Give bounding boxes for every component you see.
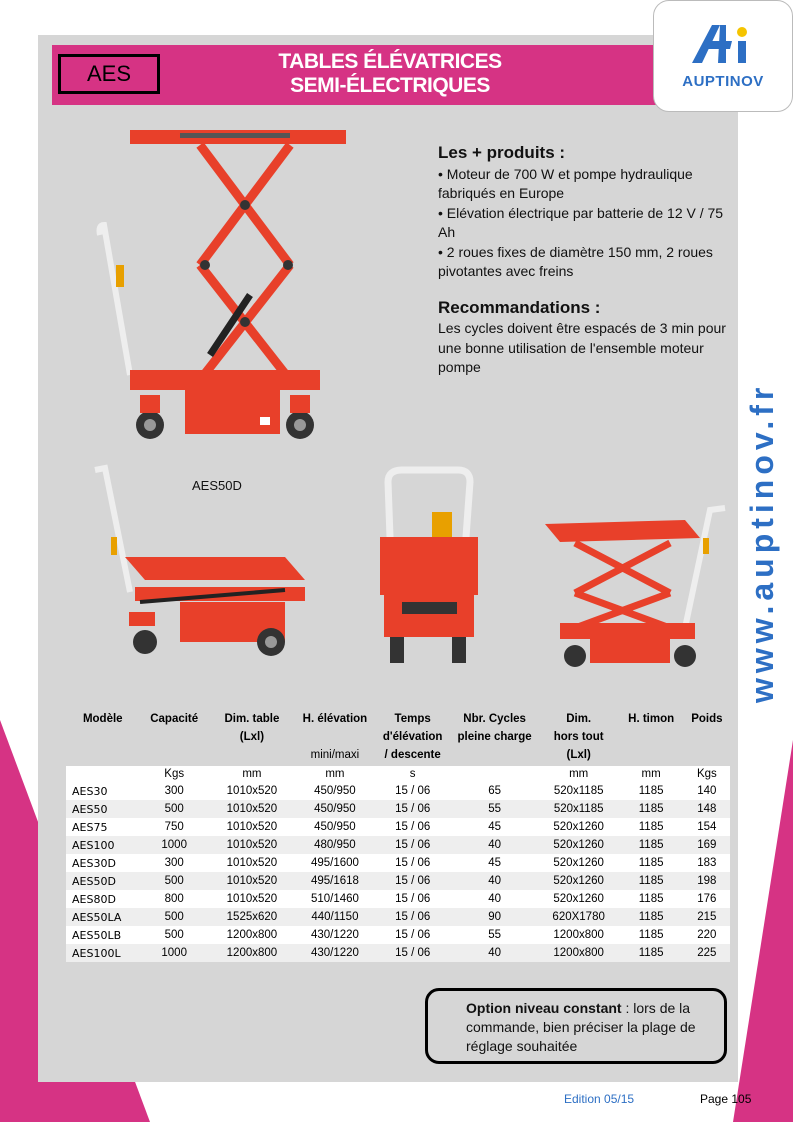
table-cell: 300 — [140, 854, 209, 872]
table-cell: 500 — [140, 800, 209, 818]
image-caption: AES50D — [192, 478, 242, 493]
table-cell: 800 — [140, 890, 209, 908]
option-label: Option niveau constant — [466, 1000, 622, 1016]
table-cell: 15 / 06 — [375, 926, 451, 944]
table-row — [66, 872, 730, 890]
table-cell: 215 — [684, 908, 730, 926]
table-cell: 45 — [450, 854, 538, 872]
product-image-raised — [535, 498, 735, 668]
table-cell: 520x1260 — [539, 854, 619, 872]
table-cell: 1185 — [619, 944, 684, 962]
table-cell: 1185 — [619, 890, 684, 908]
table-cell: 300 — [140, 782, 209, 800]
option-note — [425, 988, 727, 1064]
col-header-weight: Poids — [691, 713, 723, 725]
col-header-table-dim: Dim. table (Lxl) — [224, 713, 280, 743]
table-cell: 520x1260 — [539, 818, 619, 836]
table-cell: 520x1185 — [539, 782, 619, 800]
table-row — [66, 836, 730, 854]
table-cell: 198 — [684, 872, 730, 890]
table-cell: 450/950 — [295, 800, 375, 818]
table-cell: 40 — [450, 890, 538, 908]
table-cell: 500 — [140, 926, 209, 944]
table-cell: 480/950 — [295, 836, 375, 854]
table-row — [66, 890, 730, 908]
table-cell: AES75 — [66, 818, 140, 836]
table-header-row — [66, 708, 730, 766]
table-row — [66, 818, 730, 836]
table-cell: 154 — [684, 818, 730, 836]
recommendations-heading: Recommandations : — [438, 297, 601, 317]
table-cell: 510/1460 — [295, 890, 375, 908]
table-cell: 1200x800 — [539, 926, 619, 944]
table-units-row: Kgs mm mm s mm mm Kgs — [66, 766, 730, 782]
table-cell: 1200x800 — [209, 926, 295, 944]
title-line-2: SEMI-ÉLECTRIQUES — [290, 74, 490, 97]
table-cell: 183 — [684, 854, 730, 872]
table-row — [66, 782, 730, 800]
table-cell: AES30D — [66, 854, 140, 872]
table-cell: 450/950 — [295, 818, 375, 836]
product-image-main — [90, 125, 355, 445]
table-cell: 1010x520 — [209, 854, 295, 872]
table-cell: 620X1780 — [539, 908, 619, 926]
table-cell: 495/1618 — [295, 872, 375, 890]
table-cell: 90 — [450, 908, 538, 926]
table-cell: 40 — [450, 836, 538, 854]
table-cell: 148 — [684, 800, 730, 818]
page-title — [230, 50, 550, 98]
product-code: AES — [58, 54, 160, 94]
col-header-handle-height: H. timon — [628, 713, 675, 725]
table-row — [66, 854, 730, 872]
table-cell: 520x1260 — [539, 890, 619, 908]
page-number: Page 105 — [700, 1092, 752, 1106]
table-cell: AES100 — [66, 836, 140, 854]
table-cell: 495/1600 — [295, 854, 375, 872]
table-cell: 15 / 06 — [375, 890, 451, 908]
table-cell: 1010x520 — [209, 890, 295, 908]
table-cell: 55 — [450, 926, 538, 944]
table-cell: 1200x800 — [539, 944, 619, 962]
table-cell: 40 — [450, 944, 538, 962]
table-cell: 15 / 06 — [375, 944, 451, 962]
table-cell: 15 / 06 — [375, 854, 451, 872]
table-row — [66, 926, 730, 944]
table-cell: 500 — [140, 872, 209, 890]
table-cell: 1010x520 — [209, 818, 295, 836]
table-cell: 225 — [684, 944, 730, 962]
table-row — [66, 944, 730, 962]
table-cell: 65 — [450, 782, 538, 800]
option-text: : lors de la commande, bien préciser la plage de réglage souhaitée — [466, 1000, 696, 1054]
table-cell: 440/1150 — [295, 908, 375, 926]
table-cell: 1010x520 — [209, 836, 295, 854]
table-cell: 450/950 — [295, 782, 375, 800]
product-image-front — [372, 462, 482, 672]
table-cell: 169 — [684, 836, 730, 854]
table-cell: 520x1185 — [539, 800, 619, 818]
table-cell: 15 / 06 — [375, 818, 451, 836]
table-cell: 140 — [684, 782, 730, 800]
logo-mark-icon — [654, 1, 793, 76]
table-cell: 1185 — [619, 800, 684, 818]
table-cell: 220 — [684, 926, 730, 944]
table-cell: 430/1220 — [295, 944, 375, 962]
table-cell: 15 / 06 — [375, 872, 451, 890]
brand-logo — [653, 0, 793, 112]
col-header-lift-height: H. élévation mini/maxi — [302, 713, 368, 761]
product-image-lowered — [85, 462, 310, 667]
title-line-1: TABLES ÉLÉVATRICES — [278, 50, 502, 73]
table-cell: 1010x520 — [209, 800, 295, 818]
table-cell: 40 — [450, 872, 538, 890]
table-cell: 500 — [140, 908, 209, 926]
table-cell: 1000 — [140, 836, 209, 854]
feature-item: • Elévation électrique par batterie de 12 V / 75 Ah — [438, 204, 724, 240]
table-cell: 15 / 06 — [375, 836, 451, 854]
recommendations-text: Les cycles doivent être espacés de 3 min pour une bonne utilisation de l'ensemble moteur pompe — [438, 320, 726, 375]
table-row — [66, 908, 730, 926]
table-cell: 520x1260 — [539, 836, 619, 854]
col-header-model: Modèle — [82, 713, 123, 725]
edition-label: Edition 05/15 — [564, 1092, 635, 1106]
features-block — [438, 143, 728, 378]
table-cell: 1000 — [140, 944, 209, 962]
col-header-cycles: Nbr. Cycles pleine charge — [457, 713, 532, 743]
table-cell: 1200x800 — [209, 944, 295, 962]
col-header-lift-time: Temps d'élévation / descente — [382, 713, 443, 761]
table-cell: 1185 — [619, 926, 684, 944]
table-cell: 1010x520 — [209, 872, 295, 890]
table-cell: 15 / 06 — [375, 782, 451, 800]
col-header-capacity: Capacité — [150, 713, 199, 725]
col-header-overall-dim: Dim. hors tout (Lxl) — [553, 713, 604, 761]
feature-item: • 2 roues fixes de diamètre 150 mm, 2 roues pivotantes avec freins — [438, 243, 713, 279]
table-cell: AES50 — [66, 800, 140, 818]
table-cell: AES50LB — [66, 926, 140, 944]
table-cell: 750 — [140, 818, 209, 836]
feature-item: • Moteur de 700 W et pompe hydraulique fabriqués en Europe — [438, 165, 693, 201]
table-cell: 1525x620 — [209, 908, 295, 926]
table-cell: 1185 — [619, 836, 684, 854]
table-cell: AES50LA — [66, 908, 140, 926]
table-row — [66, 800, 730, 818]
table-cell: 1185 — [619, 782, 684, 800]
table-cell: 1185 — [619, 908, 684, 926]
table-cell: 55 — [450, 800, 538, 818]
table-cell: 15 / 06 — [375, 800, 451, 818]
table-cell: AES80D — [66, 890, 140, 908]
table-cell: AES30 — [66, 782, 140, 800]
specs-table — [66, 708, 730, 962]
table-cell: 1185 — [619, 854, 684, 872]
logo-text: AUPTINOV — [682, 73, 764, 90]
table-cell: 1185 — [619, 818, 684, 836]
decor-triangle-right — [733, 740, 793, 1122]
table-cell: 1185 — [619, 872, 684, 890]
table-cell: AES50D — [66, 872, 140, 890]
website-url: www.auptinov.fr — [744, 382, 780, 703]
table-cell: 1010x520 — [209, 782, 295, 800]
table-cell: 176 — [684, 890, 730, 908]
table-cell: 520x1260 — [539, 872, 619, 890]
table-cell: 45 — [450, 818, 538, 836]
table-cell: 430/1220 — [295, 926, 375, 944]
features-heading: Les + produits : — [438, 143, 566, 162]
table-cell: 15 / 06 — [375, 908, 451, 926]
table-cell: AES100L — [66, 944, 140, 962]
